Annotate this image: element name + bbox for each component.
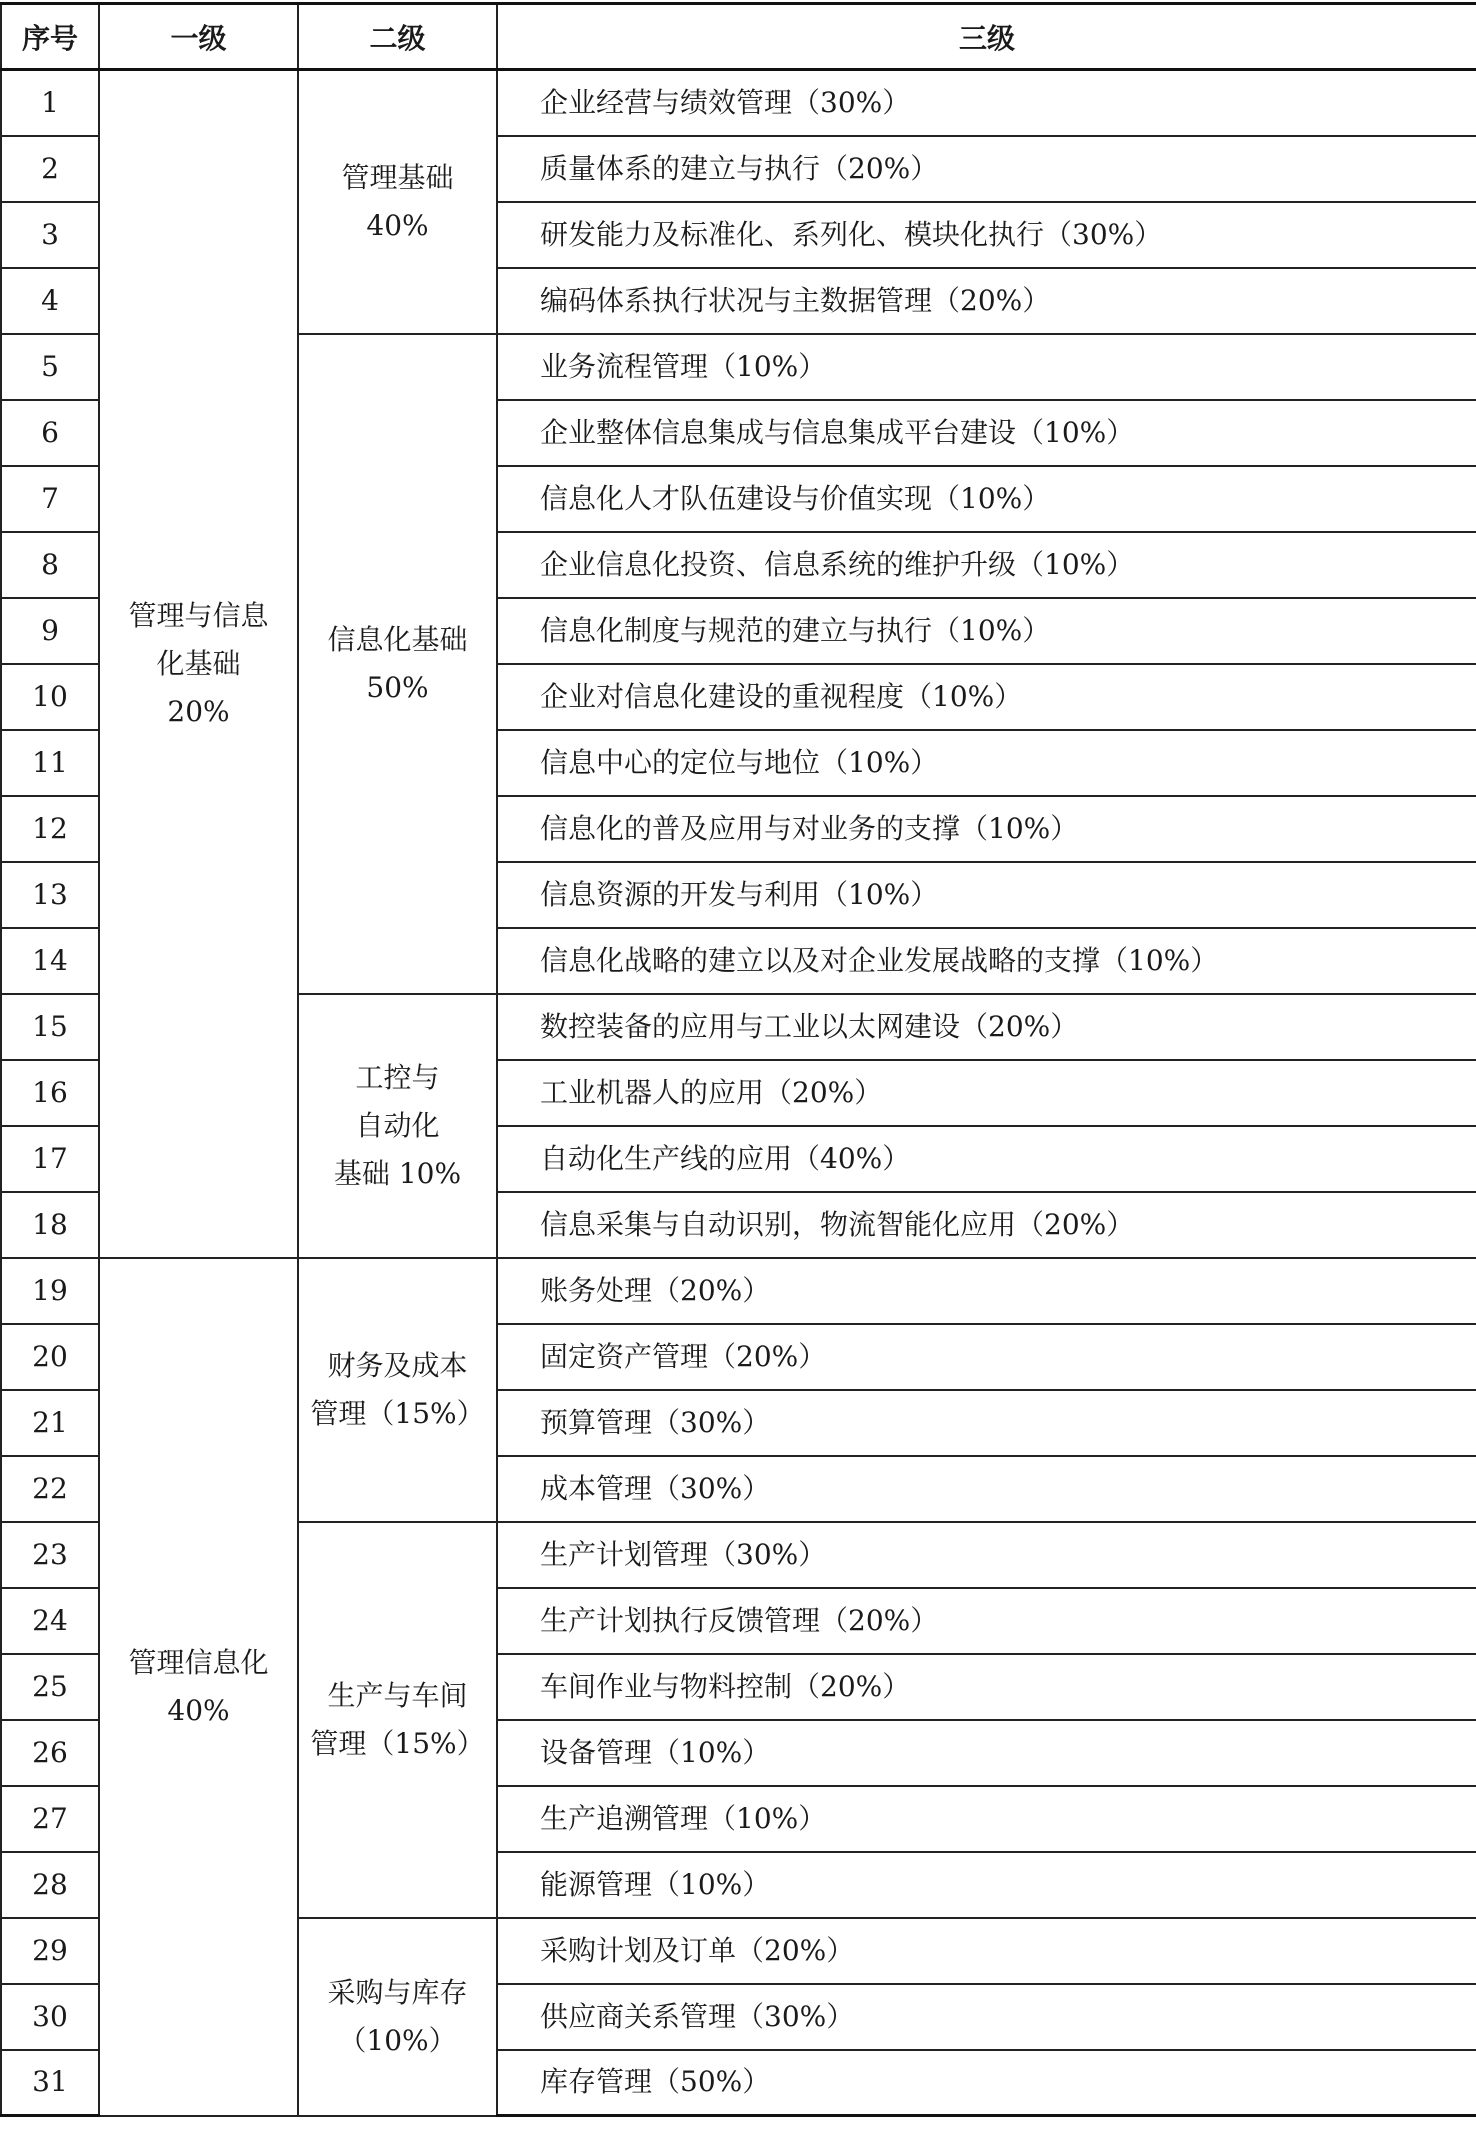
row-item: 研发能力及标准化、系列化、模块化执行（30%） xyxy=(497,202,1476,268)
row-item: 生产追溯管理（10%） xyxy=(497,1786,1476,1852)
level1-line: 40% xyxy=(167,1693,230,1727)
row-seq: 13 xyxy=(1,862,99,928)
row-item: 企业对信息化建设的重视程度（10%） xyxy=(497,664,1476,730)
row-seq: 28 xyxy=(1,1852,99,1918)
row-seq: 25 xyxy=(1,1654,99,1720)
row-item: 信息化的普及应用与对业务的支撑（10%） xyxy=(497,796,1476,862)
level2-line: 管理基础 xyxy=(341,160,454,194)
level1-group xyxy=(99,1258,298,2116)
header-row xyxy=(1,4,1476,70)
row-item: 供应商关系管理（30%） xyxy=(497,1984,1476,2050)
level2-line: 财务及成本 xyxy=(327,1348,468,1382)
row-item: 信息化人才队伍建设与价值实现（10%） xyxy=(497,466,1476,532)
row-item: 数控装备的应用与工业以太网建设（20%） xyxy=(497,994,1476,1060)
indicator-table xyxy=(0,2,1476,2117)
row-seq: 9 xyxy=(1,598,99,664)
level1-line: 管理信息化 xyxy=(128,1645,269,1679)
row-item: 库存管理（50%） xyxy=(497,2050,1476,2116)
row-item: 生产计划管理（30%） xyxy=(497,1522,1476,1588)
level2-line: 自动化 xyxy=(355,1108,440,1142)
row-item: 成本管理（30%） xyxy=(497,1456,1476,1522)
level2-group xyxy=(298,1258,497,1522)
header-level1: 一级 xyxy=(99,4,298,70)
level2-group xyxy=(298,994,497,1258)
row-item: 业务流程管理（10%） xyxy=(497,334,1476,400)
row-item: 设备管理（10%） xyxy=(497,1720,1476,1786)
row-seq: 20 xyxy=(1,1324,99,1390)
row-seq: 3 xyxy=(1,202,99,268)
row-item: 质量体系的建立与执行（20%） xyxy=(497,136,1476,202)
row-seq: 6 xyxy=(1,400,99,466)
row-seq: 23 xyxy=(1,1522,99,1588)
row-seq: 19 xyxy=(1,1258,99,1324)
row-seq: 12 xyxy=(1,796,99,862)
row-seq: 10 xyxy=(1,664,99,730)
header-level2: 二级 xyxy=(298,4,497,70)
row-seq: 15 xyxy=(1,994,99,1060)
row-item: 固定资产管理（20%） xyxy=(497,1324,1476,1390)
row-seq: 4 xyxy=(1,268,99,334)
level2-group xyxy=(298,70,497,334)
row-seq: 18 xyxy=(1,1192,99,1258)
row-item: 信息采集与自动识别，物流智能化应用（20%） xyxy=(497,1192,1476,1258)
level1-line: 化基础 xyxy=(156,646,241,680)
level2-line: 50% xyxy=(366,670,429,704)
row-seq: 29 xyxy=(1,1918,99,1984)
row-item: 信息资源的开发与利用（10%） xyxy=(497,862,1476,928)
level2-group xyxy=(298,1522,497,1918)
row-seq: 26 xyxy=(1,1720,99,1786)
row-seq: 30 xyxy=(1,1984,99,2050)
level2-line: 基础 10% xyxy=(333,1156,462,1190)
level2-line: 信息化基础 xyxy=(327,622,468,656)
level2-line: 管理（15%） xyxy=(310,1726,485,1760)
level1-line: 20% xyxy=(167,694,230,728)
row-item: 信息化战略的建立以及对企业发展战略的支撑（10%） xyxy=(497,928,1476,994)
row-seq: 16 xyxy=(1,1060,99,1126)
header-level3: 三级 xyxy=(497,4,1476,70)
row-seq: 7 xyxy=(1,466,99,532)
table-row xyxy=(1,1258,1476,1324)
row-item: 生产计划执行反馈管理（20%） xyxy=(497,1588,1476,1654)
level2-line: （10%） xyxy=(338,2023,457,2057)
row-item: 信息化制度与规范的建立与执行（10%） xyxy=(497,598,1476,664)
row-seq: 11 xyxy=(1,730,99,796)
level2-line: 40% xyxy=(366,208,429,242)
header-seq: 序号 xyxy=(1,4,99,70)
row-item: 能源管理（10%） xyxy=(497,1852,1476,1918)
row-item: 自动化生产线的应用（40%） xyxy=(497,1126,1476,1192)
row-seq: 1 xyxy=(1,70,99,136)
row-item: 账务处理（20%） xyxy=(497,1258,1476,1324)
row-seq: 2 xyxy=(1,136,99,202)
row-item: 预算管理（30%） xyxy=(497,1390,1476,1456)
level1-line: 管理与信息 xyxy=(128,598,269,632)
table-row xyxy=(1,70,1476,136)
row-item: 车间作业与物料控制（20%） xyxy=(497,1654,1476,1720)
row-item: 工业机器人的应用（20%） xyxy=(497,1060,1476,1126)
level2-line: 采购与库存 xyxy=(327,1975,468,2009)
level1-group xyxy=(99,70,298,1258)
level2-line: 生产与车间 xyxy=(327,1678,468,1712)
level2-line: 工控与 xyxy=(355,1060,440,1094)
row-seq: 17 xyxy=(1,1126,99,1192)
row-item: 企业信息化投资、信息系统的维护升级（10%） xyxy=(497,532,1476,598)
row-seq: 21 xyxy=(1,1390,99,1456)
row-seq: 24 xyxy=(1,1588,99,1654)
row-seq: 31 xyxy=(1,2050,99,2116)
row-seq: 14 xyxy=(1,928,99,994)
row-item: 信息中心的定位与地位（10%） xyxy=(497,730,1476,796)
row-seq: 27 xyxy=(1,1786,99,1852)
row-seq: 22 xyxy=(1,1456,99,1522)
row-seq: 8 xyxy=(1,532,99,598)
row-item: 企业经营与绩效管理（30%） xyxy=(497,70,1476,136)
row-seq: 5 xyxy=(1,334,99,400)
row-item: 编码体系执行状况与主数据管理（20%） xyxy=(497,268,1476,334)
level2-line: 管理（15%） xyxy=(310,1396,485,1430)
level2-group xyxy=(298,1918,497,2116)
row-item: 企业整体信息集成与信息集成平台建设（10%） xyxy=(497,400,1476,466)
level2-group xyxy=(298,334,497,994)
row-item: 采购计划及订单（20%） xyxy=(497,1918,1476,1984)
